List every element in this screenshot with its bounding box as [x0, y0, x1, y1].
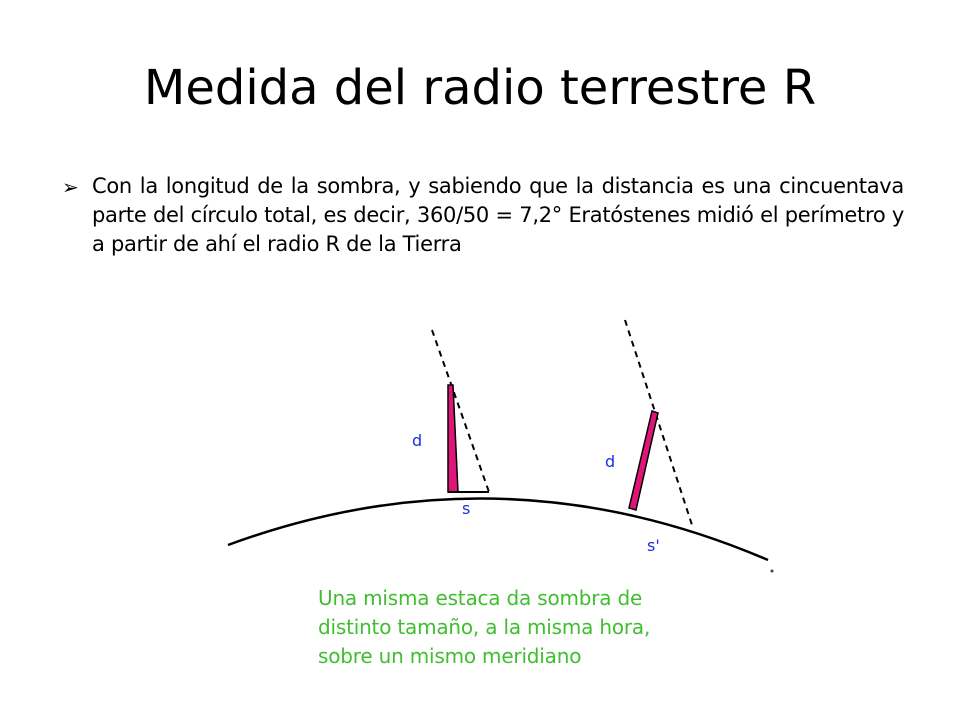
- stake-left: [448, 385, 458, 492]
- earth-surface-arc: [228, 498, 768, 560]
- arrow-bullet-icon: ➢: [62, 175, 79, 199]
- label-s-right: s': [647, 536, 660, 555]
- stake-right: [629, 411, 658, 510]
- diagram-caption: [318, 584, 738, 671]
- label-s-left: s: [462, 499, 471, 518]
- label-d-left: d: [412, 431, 423, 450]
- bullet-text: Con la longitud de la sombra, y sabiendo que la distancia es una cincuentava parte del círculo total, es decir, 360/50 = 7,2° Eratóstenes midió el perímetro y a partir de ahí el radio R de la Tierra: [92, 174, 904, 256]
- caption-line: Una misma estaca da sombra de: [318, 586, 643, 610]
- arc-end-dot: [771, 570, 774, 573]
- caption-line: sobre un mismo meridiano: [318, 644, 582, 668]
- slide-title: Medida del radio terrestre R: [143, 60, 817, 116]
- caption-line: distinto tamaño, a la misma hora,: [318, 615, 651, 639]
- sun-ray-left: [432, 330, 489, 492]
- label-d-right: d: [605, 452, 616, 471]
